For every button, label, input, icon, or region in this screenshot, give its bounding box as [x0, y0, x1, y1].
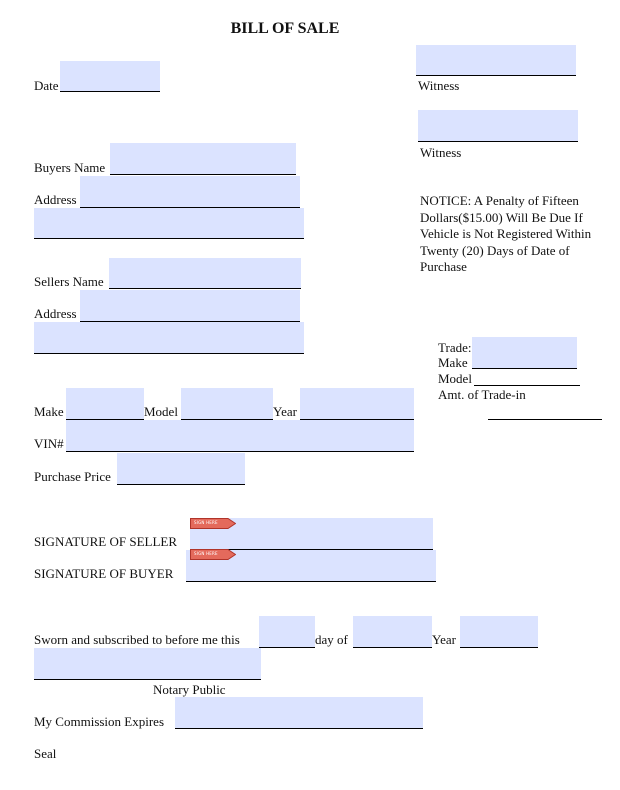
buyer-address-field-1[interactable] — [80, 176, 300, 208]
purchase-price-label: Purchase Price — [34, 469, 111, 484]
seller-address-field-2[interactable] — [34, 322, 304, 354]
witness-2-field[interactable] — [418, 110, 578, 142]
purchase-price-field[interactable] — [117, 453, 245, 485]
sign-here-text: SIGN HERE — [194, 520, 218, 525]
sworn-label: Sworn and subscribed to before me this — [34, 632, 240, 647]
seal-label: Seal — [34, 746, 57, 761]
vin-label: VIN# — [34, 436, 64, 451]
witness-2-label: Witness — [420, 145, 462, 160]
buyer-address-label: Address — [34, 192, 77, 207]
signature-buyer-label: SIGNATURE OF BUYER — [34, 566, 174, 581]
year-label: Year — [273, 404, 297, 419]
year-field[interactable] — [300, 388, 414, 420]
make-label: Make — [34, 404, 64, 419]
sworn-month-field[interactable] — [353, 616, 432, 648]
trade-label: Trade: — [438, 340, 472, 355]
witness-1-field[interactable] — [416, 45, 576, 76]
trade-make-label: Make — [438, 355, 468, 370]
signature-seller-label: SIGNATURE OF SELLER — [34, 534, 178, 549]
commission-expires-field[interactable] — [175, 697, 423, 729]
sworn-year-label: Year — [432, 632, 456, 647]
sign-here-text: SIGN HERE — [194, 551, 218, 556]
trade-model-field[interactable] — [474, 370, 580, 386]
witness-1-label: Witness — [418, 78, 460, 93]
date-label: Date — [34, 78, 59, 93]
buyers-name-field[interactable] — [110, 143, 296, 175]
model-field[interactable] — [181, 388, 273, 420]
sworn-year-field[interactable] — [460, 616, 538, 648]
commission-label: My Commission Expires — [34, 714, 165, 729]
notary-signature-field[interactable] — [34, 648, 261, 680]
vin-field[interactable] — [66, 420, 414, 452]
trade-amount-label: Amt. of Trade-in — [438, 387, 526, 402]
sellers-name-label: Sellers Name — [34, 274, 104, 289]
document-title: BILL OF SALE — [230, 20, 340, 37]
trade-amount-field[interactable] — [488, 404, 602, 420]
trade-make-field[interactable] — [472, 337, 577, 369]
sellers-name-field[interactable] — [109, 258, 301, 289]
sworn-day-field[interactable] — [259, 616, 315, 648]
trade-model-label: Model — [438, 371, 472, 386]
buyers-name-label: Buyers Name — [34, 160, 106, 175]
sign-here-flag-seller — [190, 518, 236, 529]
date-field[interactable] — [60, 61, 160, 92]
seller-address-label: Address — [34, 306, 77, 321]
seller-address-field-1[interactable] — [80, 290, 300, 322]
sign-here-flag-buyer — [190, 549, 236, 560]
make-field[interactable] — [66, 388, 144, 420]
notary-public-label: Notary Public — [153, 682, 226, 697]
day-of-label: day of — [315, 632, 348, 647]
buyer-address-field-2[interactable] — [34, 208, 304, 239]
model-label: Model — [144, 404, 178, 419]
registration-notice: NOTICE: A Penalty of Fifteen Dollars($15.00) Will Be Due If Vehicle is Not Registered Within Twenty (20) Days of Date of Purchase — [420, 193, 592, 274]
